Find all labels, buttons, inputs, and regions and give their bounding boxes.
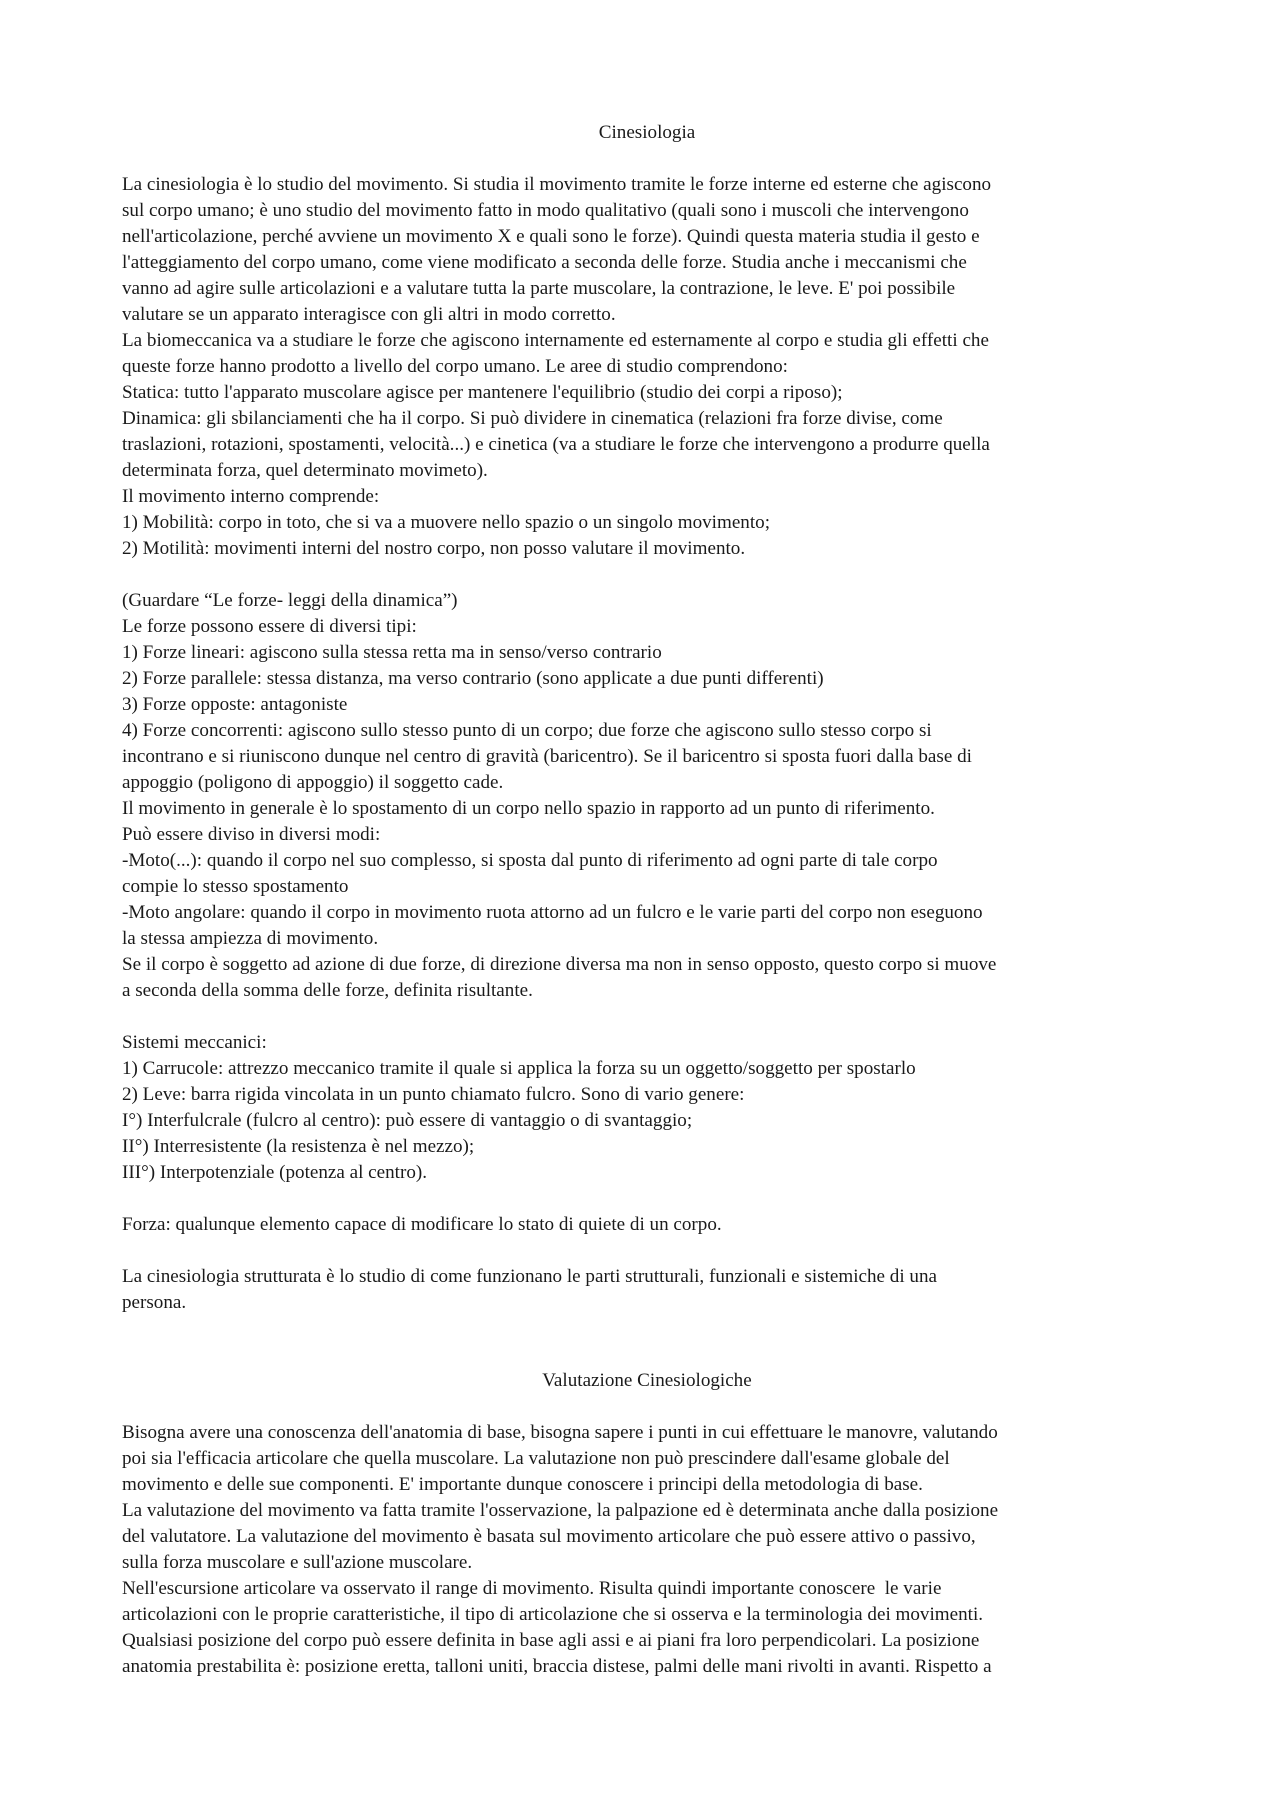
text-line: sul corpo umano; è uno studio del movimento fatto in modo qualitativo (quali sono i muscoli che intervengono [122,200,969,221]
document-page [122,120,1172,1680]
spacer [122,146,1172,172]
text-line: vanno ad agire sulle articolazioni e a valutare tutta la parte muscolare, la contrazione, le leve. E' poi possibile [122,278,956,299]
text-line: nell'articolazione, perché avviene un movimento X e quali sono le forze). Quindi questa materia studia il gesto e [122,226,980,247]
text-line: Può essere diviso in diversi modi: [122,824,381,845]
text-line: La valutazione del movimento va fatta tramite l'osservazione, la palpazione ed è determinata anche dalla posizione [122,1500,999,1521]
text-line: II°) Interresistente (la resistenza è nel mezzo); [122,1136,475,1157]
text-line: 4) Forze concorrenti: agiscono sullo stesso punto di un corpo; due forze che agiscono sullo stesso corpo si [122,720,932,741]
text-line: anatomia prestabilita è: posizione eretta, talloni uniti, braccia distese, palmi delle mani rivolti in avanti. Rispetto a [122,1656,992,1677]
text-line: Nell'escursione articolare va osservato il range di movimento. Risulta quindi importante conoscere le varie [122,1578,942,1599]
text-line: 2) Motilità: movimenti interni del nostro corpo, non posso valutare il movimento. [122,538,746,559]
text-line: queste forze hanno prodotto a livello del corpo umano. Le aree di studio comprendono: [122,356,788,377]
text-line: appoggio (poligono di appoggio) il soggetto cade. [122,772,504,793]
text-line: Qualsiasi posizione del corpo può essere definita in base agli assi e ai piani fra loro perpendicolari. La posizione [122,1630,980,1651]
text-line: 2) Forze parallele: stessa distanza, ma verso contrario (sono applicate a due punti differenti) [122,668,824,689]
text-line: l'atteggiamento del corpo umano, come viene modificato a seconda delle forze. Studia anche i meccanismi che [122,252,967,273]
paragraph-forces [122,588,1172,1004]
paragraph-mechanical-systems [122,1030,1172,1186]
text-line: Il movimento in generale è lo spostamento di un corpo nello spazio in rapporto ad un punto di riferimento. [122,798,935,819]
text-line: -Moto(...): quando il corpo nel suo complesso, si sposta dal punto di riferimento ad ogni parte di tale corpo [122,850,938,871]
spacer [122,562,1172,588]
text-line: La cinesiologia è lo studio del movimento. Si studia il movimento tramite le forze interne ed esterne che agiscono [122,174,992,195]
spacer [122,1186,1172,1212]
text-line: Sistemi meccanici: [122,1032,267,1053]
text-line: persona. [122,1292,187,1313]
text-line: La biomeccanica va a studiare le forze che agiscono internamente ed esternamente al corpo e studia gli effetti che [122,330,989,351]
text-line: Se il corpo è soggetto ad azione di due forze, di direzione diversa ma non in senso opposto, questo corpo si muove [122,954,997,975]
text-line: traslazioni, rotazioni, spostamenti, velocità...) e cinetica (va a studiare le forze che intervengono a produrre quella [122,434,990,455]
paragraph-intro [122,172,1172,562]
text-line: La cinesiologia strutturata è lo studio di come funzionano le parti strutturali, funzionali e sistemiche di una [122,1266,937,1287]
text-line: III°) Interpotenziale (potenza al centro). [122,1162,428,1183]
text-line: determinata forza, quel determinato movimeto). [122,460,488,481]
text-line: del valutatore. La valutazione del movimento è basata sul movimento articolare che può essere attivo o passivo, [122,1526,976,1547]
text-line: movimento e delle sue componenti. E' importante dunque conoscere i principi della metodologia di base. [122,1474,923,1495]
text-line: Statica: tutto l'apparato muscolare agisce per mantenere l'equilibrio (studio dei corpi a riposo); [122,382,843,403]
text-line: Dinamica: gli sbilanciamenti che ha il corpo. Si può dividere in cinematica (relazioni fra forze divise, come [122,408,943,429]
text-line: I°) Interfulcrale (fulcro al centro): può essere di vantaggio o di svantaggio; [122,1110,693,1131]
text-line: (Guardare “Le forze- leggi della dinamica”) [122,590,458,611]
spacer [122,1004,1172,1030]
text-line: 1) Carrucole: attrezzo meccanico tramite il quale si applica la forza su un oggetto/soggetto per spostarlo [122,1058,916,1079]
text-line: 2) Leve: barra rigida vincolata in un punto chiamato fulcro. Sono di vario genere: [122,1084,745,1105]
text-line: 3) Forze opposte: antagoniste [122,694,348,715]
text-line: a seconda della somma delle forze, definita risultante. [122,980,533,1001]
spacer [122,1238,1172,1264]
text-line: la stessa ampiezza di movimento. [122,928,379,949]
section-subtitle: Valutazione Cinesiologiche [542,1370,752,1391]
paragraph-force-definition [122,1212,1172,1238]
text-line: sulla forza muscolare e sull'azione muscolare. [122,1552,473,1573]
text-line: poi sia l'efficacia articolare che quella muscolare. La valutazione non può prescindere dall'esame globale del [122,1448,950,1469]
paragraph-evaluation [122,1420,1172,1680]
paragraph-structured-kinesiology [122,1264,1172,1316]
text-line: -Moto angolare: quando il corpo in movimento ruota attorno ad un fulcro e le varie parti del corpo non eseguono [122,902,983,923]
text-line: articolazioni con le proprie caratteristiche, il tipo di articolazione che si osserva e la terminologia dei movimenti. [122,1604,984,1625]
spacer [122,1394,1172,1420]
text-line: Bisogna avere una conoscenza dell'anatomia di base, bisogna sapere i punti in cui effettuare le manovre, valutando [122,1422,998,1443]
text-line: compie lo stesso spostamento [122,876,349,897]
text-line: Il movimento interno comprende: [122,486,380,507]
text-line: incontrano e si riuniscono dunque nel centro di gravità (baricentro). Se il baricentro si sposta fuori dalla base di [122,746,972,767]
text-line: 1) Forze lineari: agiscono sulla stessa retta ma in senso/verso contrario [122,642,662,663]
text-line: Forza: qualunque elemento capace di modificare lo stato di quiete di un corpo. [122,1214,722,1235]
text-line: valutare se un apparato interagisce con gli altri in modo corretto. [122,304,616,325]
spacer [122,1316,1172,1342]
document-title: Cinesiologia [598,122,696,143]
spacer [122,1342,1172,1368]
text-line: 1) Mobilità: corpo in toto, che si va a muovere nello spazio o un singolo movimento; [122,512,771,533]
text-line: Le forze possono essere di diversi tipi: [122,616,417,637]
